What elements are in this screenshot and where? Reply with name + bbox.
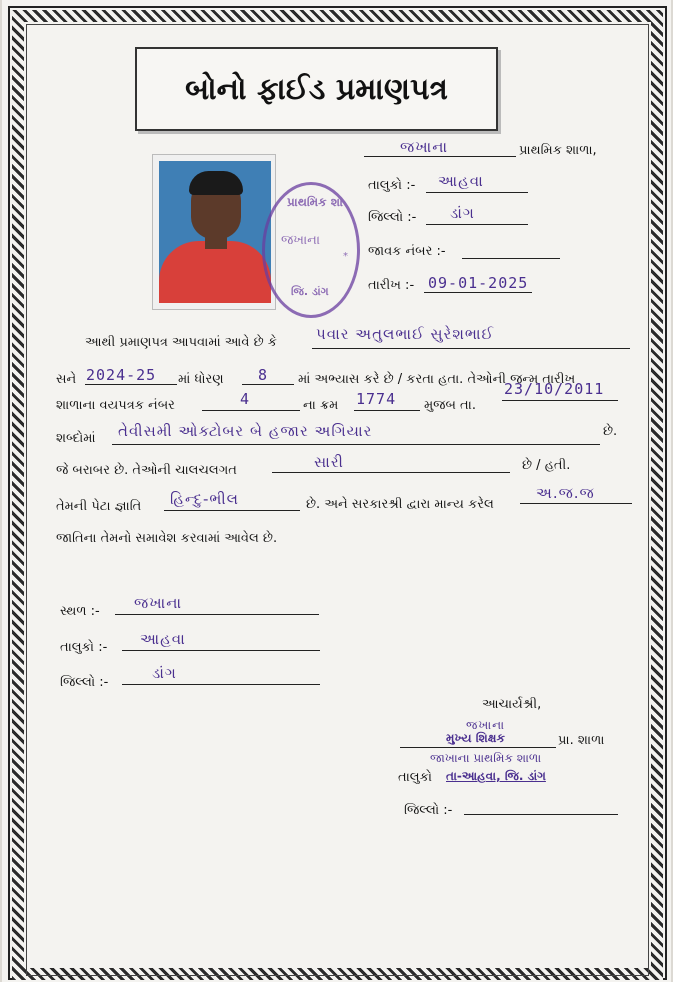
signature-line xyxy=(400,747,556,748)
conduct-line xyxy=(272,472,510,473)
title-box xyxy=(135,47,498,131)
taluka-district-label: તાલુકો xyxy=(398,770,433,785)
district2-label: જિલ્લો :- xyxy=(404,803,453,818)
date-value: 09-01-2025 xyxy=(428,274,529,292)
category-value: અ.જ.જ xyxy=(536,484,595,502)
register-line xyxy=(202,410,300,411)
category-line xyxy=(520,503,632,504)
intro-label: આથી પ્રમાણપત્ર આપવામાં આવે છે કે xyxy=(85,335,277,350)
conduct-value: સારી xyxy=(314,453,344,471)
words-end: છે. xyxy=(603,424,618,439)
stamp-top-text: પ્રાથમિક શા xyxy=(287,195,343,209)
register-label: શાળાના વયપત્રક નંબર xyxy=(56,398,175,413)
place-label: સ્થળ :- xyxy=(60,604,100,619)
register-value: 4 xyxy=(240,390,251,408)
footer-taluka-line xyxy=(122,650,320,651)
district-value: ડાંગ xyxy=(450,204,475,222)
inclusion-text: જાતિના તેમનો સમાવેશ કરવામાં આવેલ છે. xyxy=(56,531,278,546)
taluka-line xyxy=(426,192,528,193)
district2-line xyxy=(464,814,618,815)
stamp-bottom-text: જિ. ડાંગ xyxy=(291,285,329,298)
dob-words: તેવીસમી ઓક્ટોબર બે હજાર અગિયાર xyxy=(118,422,373,440)
study-text: માં અભ્યાસ કરે છે / કરતા હતા. તેઓની જન્મ તારીખ xyxy=(298,372,576,387)
std-line xyxy=(242,384,294,385)
serial-label: ના ક્રમ xyxy=(303,398,339,413)
district-label: જિલ્લો :- xyxy=(368,210,417,225)
date-label: તારીખ :- xyxy=(368,278,415,293)
serial-line xyxy=(354,410,420,411)
outward-label: જાવક નંબર :- xyxy=(368,244,446,259)
year-value: 2024-25 xyxy=(86,366,157,384)
year-line xyxy=(85,384,177,385)
taluka-district-stamp: તા-આહવા, જિ. ડાંગ xyxy=(446,769,546,783)
school-name-line xyxy=(364,156,516,157)
conduct-end: છે / હતી. xyxy=(522,458,571,473)
stamp-middle-text: જખાના xyxy=(281,233,321,248)
conduct-label: જે બરાબર છે. તેઓની ચાલચલગત xyxy=(56,463,237,478)
std-value: 8 xyxy=(258,366,269,384)
district-line xyxy=(426,224,528,225)
caste-value: હિન્દુ-ભીલ xyxy=(170,490,239,508)
footer-district-value: ડાંગ xyxy=(152,664,177,682)
principal-label: આચાર્યશ્રી, xyxy=(482,697,542,712)
school-stamp xyxy=(262,182,360,318)
caste-label: તેમની પેટા જ્ઞાતિ xyxy=(56,499,142,514)
school-name-handwritten: જખાના xyxy=(400,138,449,156)
footer-district-label: જિલ્લો :- xyxy=(60,675,109,690)
std-label: માં ધોરણ xyxy=(178,372,224,387)
date-line xyxy=(424,292,532,293)
outward-line xyxy=(462,258,560,259)
stamp-star: * xyxy=(343,251,348,262)
certificate-title: બોનો ફાઈડ પ્રમાણપત્ર xyxy=(185,71,448,107)
place-value: જખાના xyxy=(134,594,183,612)
sign-stamp-school: જાખાના પ્રાથમિક શાળા xyxy=(430,751,542,765)
taluka-label: તાલુકો :- xyxy=(368,178,416,193)
serial-value: 1774 xyxy=(356,390,397,408)
student-name: પવાર અતુલભાઈ સુરેશભાઈ xyxy=(316,325,495,343)
student-name-line xyxy=(312,348,630,349)
dob-words-line xyxy=(112,444,600,445)
footer-district-line xyxy=(122,684,320,685)
school-suffix: પ્રા. શાળા xyxy=(558,733,605,748)
dob-value: 23/10/2011 xyxy=(504,380,605,398)
dob-line xyxy=(502,400,618,401)
footer-taluka-value: આહવા xyxy=(140,630,186,648)
signature: જખાના xyxy=(466,718,506,732)
caste-line xyxy=(164,510,300,511)
student-photo xyxy=(152,154,276,310)
school-label: પ્રાથમિક શાળા, xyxy=(519,143,597,158)
footer-taluka-label: તાલુકો :- xyxy=(60,640,108,655)
place-line xyxy=(115,614,319,615)
year-prefix: સને xyxy=(56,372,77,387)
sign-stamp-head: મુખ્ય શિક્ષક xyxy=(446,731,505,745)
taluka-value: આહવા xyxy=(438,172,484,190)
govt-label: છે. અને સરકારશ્રી દ્વારા માન્ય કરેલ xyxy=(306,497,494,512)
words-label: શબ્દોમાં xyxy=(56,431,96,446)
as-per-label: મુજબ તા. xyxy=(424,398,476,413)
